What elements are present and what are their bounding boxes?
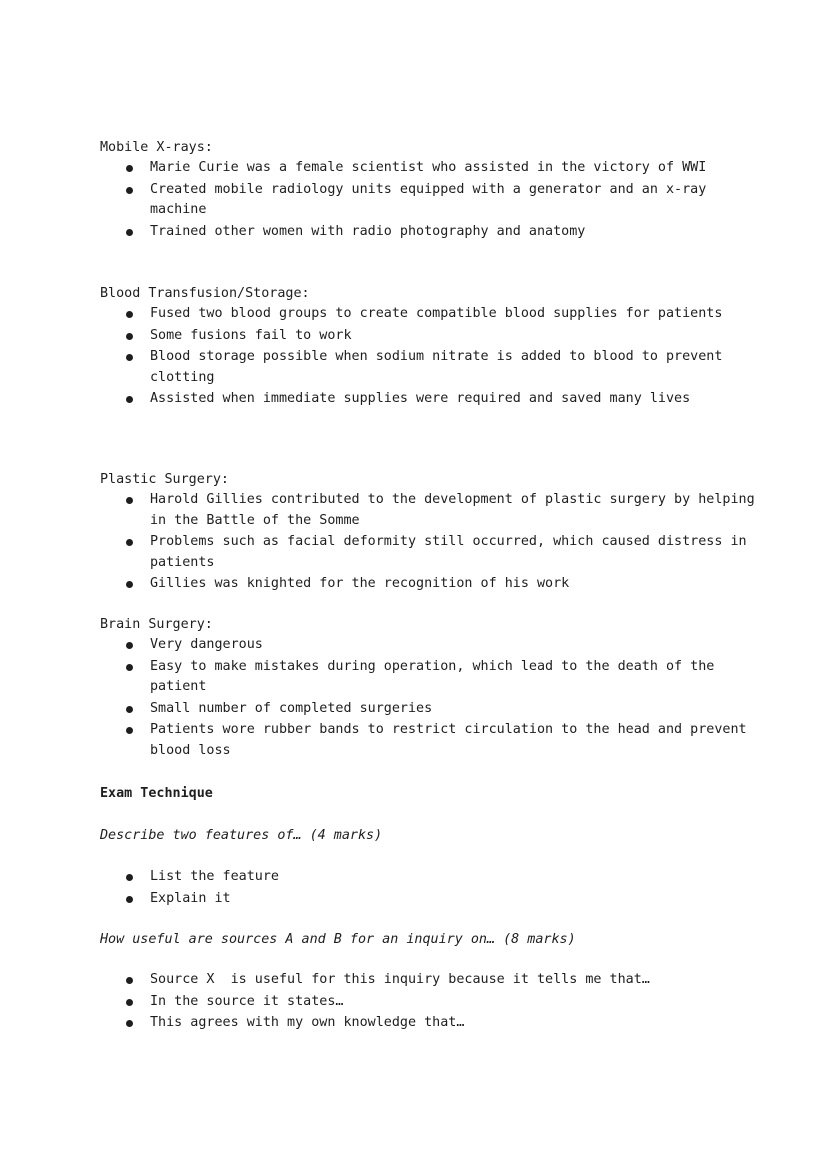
list-item-text: Source X is useful for this inquiry because it tells me that… xyxy=(150,972,650,987)
list-item-text: Gillies was knighted for the recognition of his work xyxy=(150,576,570,591)
list-item xyxy=(100,1013,760,1034)
section-mobile-xrays xyxy=(100,137,760,243)
bullet-icon xyxy=(126,706,133,713)
exam-technique-heading: Exam Technique xyxy=(100,786,213,801)
list-item-text: Trained other women with radio photography and anatomy xyxy=(150,223,586,239)
list-item-text: Problems such as facial deformity still occurred, which caused distress in patients xyxy=(150,534,747,570)
section-heading: Mobile X-rays: xyxy=(100,140,213,155)
bullet-icon xyxy=(126,999,133,1006)
bullet-icon xyxy=(126,229,133,236)
list-item-text: Easy to make mistakes during operation, which lead to the death of the patient xyxy=(150,658,715,694)
list-item xyxy=(100,490,760,531)
bullet-list xyxy=(100,635,760,761)
list-item-text: Harold Gillies contributed to the development of plastic surgery by helping in the Battle of the Somme xyxy=(150,492,755,528)
section-blood-transfusion xyxy=(100,283,760,411)
question-prompt: Describe two features of… (4 marks) xyxy=(100,828,383,843)
question-prompt: How useful are sources A and B for an inquiry on… (8 marks) xyxy=(100,932,576,947)
bullet-icon xyxy=(126,333,133,340)
list-item xyxy=(100,347,760,388)
list-item xyxy=(100,720,760,761)
list-item-text: Some fusions fail to work xyxy=(150,327,352,343)
bullet-icon xyxy=(126,642,133,649)
list-item-text: Marie Curie was a female scientist who assisted in the victory of WWI xyxy=(150,160,707,175)
list-item-text: Created mobile radiology units equipped with a generator and an x-ray machine xyxy=(150,181,707,217)
list-item xyxy=(100,180,760,221)
bullet-icon xyxy=(126,497,133,504)
question-2-list xyxy=(100,970,760,1035)
list-item xyxy=(100,574,760,595)
list-item xyxy=(100,992,760,1013)
list-item xyxy=(100,657,760,698)
section-heading: Blood Transfusion/Storage: xyxy=(100,286,310,301)
list-item xyxy=(100,158,760,179)
list-item xyxy=(100,532,760,573)
list-item xyxy=(100,326,760,347)
list-item-text: Fused two blood groups to create compatible blood supplies for patients xyxy=(150,306,723,321)
bullet-icon xyxy=(126,165,133,172)
bullet-list xyxy=(100,867,760,909)
list-item-text: Explain it xyxy=(150,890,231,906)
bullet-icon xyxy=(126,977,133,984)
bullet-icon xyxy=(126,874,133,881)
list-item xyxy=(100,222,760,243)
list-item-text: Very dangerous xyxy=(150,637,263,652)
question-1-list xyxy=(100,867,760,910)
section-heading: Brain Surgery: xyxy=(100,617,213,632)
list-item-text: This agrees with my own knowledge that… xyxy=(150,1015,465,1030)
bullet-icon xyxy=(126,354,133,361)
bullet-icon xyxy=(126,664,133,671)
list-item-text: Blood storage possible when sodium nitrate is added to blood to prevent clotting xyxy=(150,349,723,385)
bullet-icon xyxy=(126,896,133,903)
bullet-list xyxy=(100,970,760,1034)
list-item xyxy=(100,889,760,910)
bullet-icon xyxy=(126,396,133,403)
bullet-list xyxy=(100,304,760,410)
list-item xyxy=(100,699,760,720)
list-item-text: Small number of completed surgeries xyxy=(150,700,433,716)
list-item-text: In the source it states… xyxy=(150,993,344,1009)
list-item-text: Assisted when immediate supplies were required and saved many lives xyxy=(150,391,691,406)
bullet-icon xyxy=(126,1020,133,1027)
section-brain-surgery xyxy=(100,614,760,762)
list-item-text: List the feature xyxy=(150,869,279,884)
bullet-icon xyxy=(126,727,133,734)
list-item xyxy=(100,970,760,991)
section-plastic-surgery xyxy=(100,469,760,596)
bullet-icon xyxy=(126,539,133,546)
bullet-icon xyxy=(126,581,133,588)
bullet-list xyxy=(100,490,760,595)
list-item xyxy=(100,389,760,410)
bullet-icon xyxy=(126,311,133,318)
list-item-text: Patients wore rubber bands to restrict circulation to the head and prevent blood loss xyxy=(150,722,747,758)
list-item xyxy=(100,304,760,325)
list-item xyxy=(100,635,760,656)
bullet-list xyxy=(100,158,760,242)
bullet-icon xyxy=(126,187,133,194)
section-heading: Plastic Surgery: xyxy=(100,472,229,487)
list-item xyxy=(100,867,760,888)
